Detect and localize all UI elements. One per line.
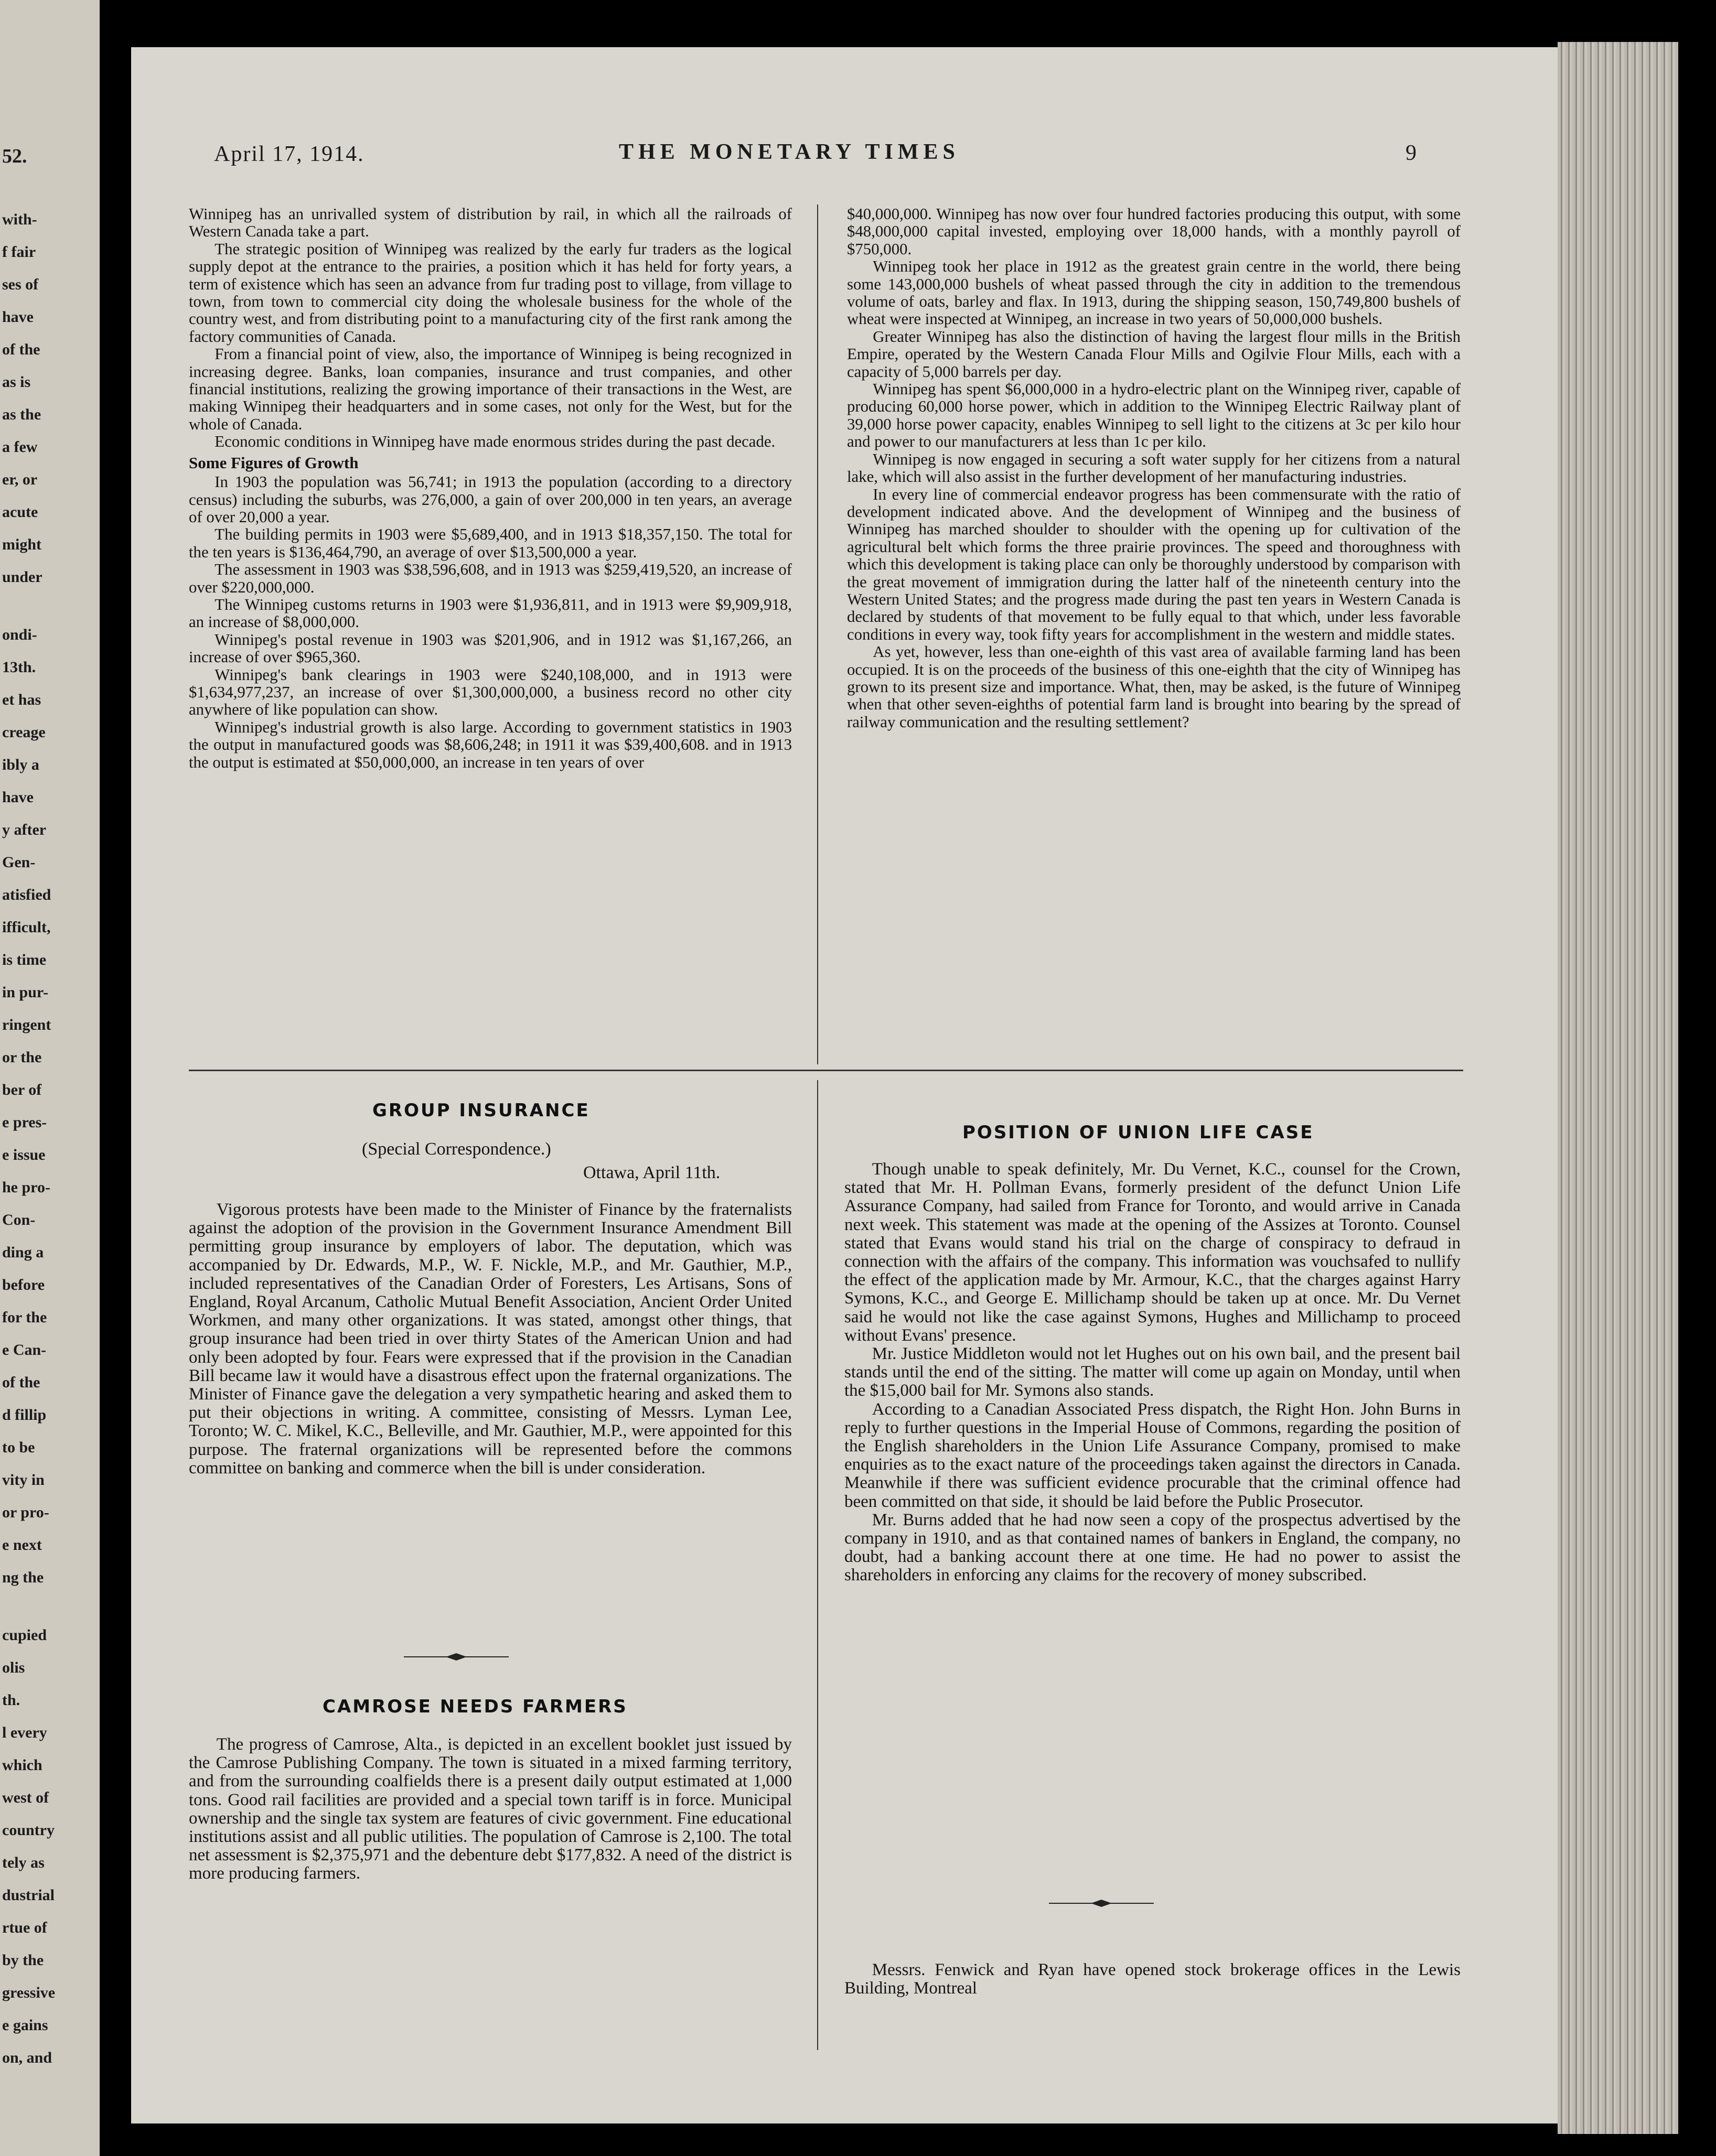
paragraph: The assessment in 1903 was $38,596,608, and in 1913 was $259,419,520, an increase of over $220,000,000. <box>189 560 792 596</box>
winnipeg-article-right <box>847 206 1461 731</box>
winnipeg-article-left <box>189 206 792 771</box>
previous-page-fragment: west of <box>2 1789 49 1806</box>
paragraph: Winnipeg's bank clearings in 1903 were $240,108,000, and in 1913 were $1,634,977,237, an increase of over $1,300,000,000, a business record no other city anywhere of like population can show. <box>189 665 792 719</box>
paragraph: Greater Winnipeg has also the distinction of having the largest flour mills in the British Empire, operated by the Western Canada Flour Mills and Ogilvie Flour Mills, each with a capacity of 5,000 barrels per day. <box>847 327 1461 381</box>
paragraph: Winnipeg has an unrivalled system of distribution by rail, in which all the railroads of Western Canada take a part. <box>189 205 792 241</box>
previous-page-fragment: dustrial <box>2 1886 55 1904</box>
ornament-divider <box>404 1652 509 1662</box>
paragraph: The strategic position of Winnipeg was realized by the early fur traders as the logical supply depot at the entrance to the prairies, a position which it has held for forty years, a term of existence which has seen an advance from fur trading post to village, from village to town, from town to commercial city doing the wholesale business for the whole of the country west, and from distributing point to a manufacturing city of the first rank among the factory communities of Canada. <box>189 240 792 346</box>
previous-page-fragment: rtue of <box>2 1919 47 1936</box>
previous-page-fragment: ses of <box>2 276 39 293</box>
previous-page-strip <box>0 0 102 2156</box>
previous-page-fragment: d fillip <box>2 1406 47 1424</box>
previous-page-fragment: on, and <box>2 2049 52 2066</box>
previous-page-fragment: atisfied <box>2 886 51 903</box>
paragraph: Messrs. Fenwick and Ryan have opened stock brokerage offices in the Lewis Building, Montreal <box>844 1960 1461 1998</box>
ornament-divider <box>1049 1898 1154 1909</box>
paragraph: As yet, however, less than one-eighth of this vast area of available farming land has been occupied. It is on the proceeds of the business of this one-eighth that the city of Winnipeg has grown to its present size and importance. What, then, may be asked, is the future of Winnipeg when that other seven-eighths of potential farm land is brought into bearing by the spread of railway communication and the resulting settlement? <box>847 643 1461 731</box>
subheading: Some Figures of Growth <box>189 453 359 472</box>
previous-page-fragment: have <box>2 308 34 326</box>
paragraph: Winnipeg's postal revenue in 1903 was $201,906, and in 1912 was $1,167,266, an increase of over $965,360. <box>189 630 792 666</box>
previous-page-fragment: Gen- <box>2 854 36 871</box>
previous-page-fragment: e gains <box>2 2017 48 2034</box>
previous-page-fragment: e issue <box>2 1146 46 1163</box>
previous-page-fragment: ber of <box>2 1081 42 1098</box>
paragraph: Mr. Burns added that he had now seen a copy of the prospectus advertised by the company in 1910, and as that contained names of bankers in England, the company, no doubt, had a banking account there at one time. He had no power to assist the shareholders in enforcing any claims for the recovery of money subscribed. <box>844 1510 1461 1585</box>
page-number: 9 <box>1406 141 1418 165</box>
previous-page-fragment: ringent <box>2 1016 51 1033</box>
previous-page-fragment: er, or <box>2 471 38 488</box>
previous-page-fragment: a few <box>2 438 38 456</box>
previous-page-fragment: in pur- <box>2 984 49 1001</box>
section-divider <box>189 1070 1463 1071</box>
paragraph: In every line of commercial endeavor progress has been commensurate with the ratio of development indicated above. And the development of Winnipeg and the business of Winnipeg has marched shoulder to shoulder with the opening up for cultivation of the agricultural belt which forms the three prairie provinces. The speed and thoroughness with which this development is taking place can only be thoroughly understood by comparison with the great movement of immigration during the latter half of the nineteenth century into the Western United States; and the progress made during the past ten years in Western Canada is declared by students of that movement to be fully equal to that which, under less favorable conditions in every way, took fifty years for accomplishment in the western and middle states. <box>847 485 1461 643</box>
previous-page-fragment: for the <box>2 1309 47 1326</box>
issue-date: April 17, 1914. <box>214 142 364 166</box>
previous-page-fragment: ondi- <box>2 626 37 643</box>
paragraph: Winnipeg's industrial growth is also large. According to government statistics in 1903 the output in manufactured goods was $8,606,248; in 1911 it was $39,400,608. and in 1913 the output is estimated at $50,000,000, an increase in ten years of over <box>189 718 792 771</box>
previous-page-fragment: as is <box>2 373 31 391</box>
previous-page-fragment: e Can- <box>2 1341 47 1359</box>
previous-page-fragment: before <box>2 1276 45 1293</box>
previous-page-fragment: have <box>2 789 34 806</box>
paragraph: Winnipeg took her place in 1912 as the greatest grain centre in the world, there being some 143,000,000 bushels of wheat passed through the city in addition to the tremendous volume of oats, barley and flax. In 1913, during the shipping season, 150,749,800 bushels of wheat were inspected at Winnipeg, an increase in two years of 50,000,000 bushels. <box>847 257 1461 328</box>
previous-page-fragment: 13th. <box>2 659 36 676</box>
previous-page-fragment: is time <box>2 951 47 968</box>
camrose-article <box>189 1735 792 1883</box>
previous-page-fragment: of the <box>2 341 40 358</box>
previous-page-fragment: ng the <box>2 1569 44 1586</box>
column-rule <box>817 204 818 1064</box>
paragraph: Though unable to speak definitely, Mr. Du Vernet, K.C., counsel for the Crown, stated that Mr. H. Pollman Evans, formerly president of the defunct Union Life Assurance Company, had sailed from France for Toronto, and would arrive in Canada next week. This statement was made at the opening of the Assizes at Toronto. Counsel stated that Evans would stand his trial on the charge of conspiracy to defraud in connection with the affairs of the company. This information was vouchsafed to nullify the effect of the application made by Mr. Armour, K.C., that the charges against Harry Symons, K.C., and George E. Millichamp should be taken up at once. Mr. Du Vernet said he would not like the case against Symons, Hughes and Millichamp to proceed without Evans' presence. <box>844 1160 1461 1345</box>
union-life-article <box>844 1160 1461 1585</box>
previous-page-fragment: gressive <box>2 1984 56 2001</box>
paragraph: Winnipeg is now engaged in securing a soft water supply for her citizens from a natural lake, which will also assist in the further development of her manufacturing industries. <box>847 450 1461 486</box>
group-insurance-article <box>189 1201 792 1478</box>
previous-page-fragment: with- <box>2 211 37 228</box>
previous-page-fragment: cupied <box>2 1626 47 1644</box>
group-insurance-title: GROUP INSURANCE <box>372 1100 590 1121</box>
previous-page-fragment: or pro- <box>2 1504 49 1521</box>
camrose-title: CAMROSE NEEDS FARMERS <box>323 1696 628 1717</box>
previous-page-fragment: Con- <box>2 1211 36 1228</box>
paragraph: Vigorous protests have been made to the Minister of Finance by the fraternalists against the adoption of the provision in the Government Insurance Amendment Bill permitting group insurance by employers of labor. The deputation, which was accompanied by Dr. Edwards, M.P., W. F. Nickle, M.P., and Mr. Gauthier, M.P., included representatives of the Canadian Order of Foresters, Les Artisans, Sons of England, Royal Arcanum, Catholic Mutual Benefit Association, Ancient Order United Workmen, and many other organizations. It was stated, amongst other things, that group insurance had been tried in over thirty States of the American Union and had only been adopted by four. Fears were expressed that if the provision in the Canadian Bill became law it would have a disastrous effect upon the fraternal organizations. The Minister of Finance gave the delegation a very sympathetic hearing and asked them to put their objections in writing. A committee, consisting of Messrs. Lyman Lee, Toronto; W. C. Mikel, K.C., Belleville, and Mr. Gauthier, M.P., were appointed for this purpose. The fraternal organizations will be represented before the commons committee on banking and commerce when the bill is under consideration. <box>189 1200 792 1478</box>
paragraph: The building permits in 1903 were $5,689,400, and in 1913 $18,357,150. The total for the ten years is $136,464,790, an average of over $13,500,000 a year. <box>189 525 792 561</box>
group-insurance-byline: (Special Correspondence.) <box>362 1139 551 1159</box>
previous-page-fragment: might <box>2 536 41 553</box>
previous-page-fragment: he pro- <box>2 1179 50 1196</box>
page-stack-edge <box>1558 42 1678 2134</box>
previous-page-fragment: vity in <box>2 1471 45 1489</box>
previous-page-fragment: et has <box>2 691 41 708</box>
scan-border <box>1678 0 1716 2156</box>
previous-page-fragment: f fair <box>2 243 36 261</box>
previous-page-fragment: which <box>2 1756 42 1774</box>
paragraph: Economic conditions in Winnipeg have made enormous strides during the past decade. <box>214 433 776 451</box>
paragraph: In 1903 the population was 56,741; in 1913 the population (according to a directory census) including the suburbs, was 276,000, a gain of over 200,000 in ten years, an average of over 20,000 a year. <box>189 473 792 526</box>
previous-page-fragment: creage <box>2 724 46 741</box>
previous-page-fragment: tely as <box>2 1854 45 1871</box>
previous-page-fragment: th. <box>2 1691 20 1709</box>
paragraph: The progress of Camrose, Alta., is depicted in an excellent booklet just issued by the Camrose Publishing Company. The town is situated in a mixed farming territory, and from the surrounding coalfields there is a present daily output estimated at 1,000 tons. Good rail facilities are provided and a special town tariff is in force. Municipal ownership and the single tax system are features of civic government. Fine educational institutions assist and all public utilities. The population of Camrose is 2,100. The total net assessment is $2,375,971 and the debenture debt $177,832. A need of the district is more producing farmers. <box>189 1735 792 1883</box>
previous-page-fragment: ding a <box>2 1244 44 1261</box>
previous-page-fragment: under <box>2 568 42 586</box>
paragraph: Winnipeg has spent $6,000,000 in a hydro-electric plant on the Winnipeg river, capable of producing 60,000 horse power, which in addition to the Winnipeg Electric Railway plant of 39,000 horse power capacity, enables Winnipeg to sell light to the citizens at 3c per kilo hour and power to our manufacturers at less than 1c per kilo. <box>847 380 1461 451</box>
previous-page-fragment: y after <box>2 821 47 838</box>
union-life-title: POSITION OF UNION LIFE CASE <box>962 1122 1314 1143</box>
paragraph: $40,000,000. Winnipeg has now over four hundred factories producing this output, with some $48,000,000 capital invested, employing over 18,000 hands, with a monthly payroll of $750,000. <box>847 205 1461 258</box>
previous-page-number: 52. <box>2 145 27 167</box>
gutter-shadow <box>100 0 131 2156</box>
previous-page-fragment: by the <box>2 1952 44 1969</box>
previous-page-fragment: or the <box>2 1049 42 1066</box>
fenwick-notice <box>844 1961 1461 1998</box>
previous-page-fragment: to be <box>2 1439 35 1456</box>
previous-page-fragment: acute <box>2 503 38 521</box>
previous-page-fragment: ibly a <box>2 756 39 773</box>
previous-page-fragment: as the <box>2 406 41 423</box>
paragraph: According to a Canadian Associated Press dispatch, the Right Hon. John Burns in reply to further questions in the Imperial House of Commons, regarding the position of the English shareholders in the Union Life Assurance Company, promised to make enquiries as to the exact nature of the proceedings taken against the directors in Canada. Meanwhile if there was sufficient evidence procurable that the criminal offence had been committed on that side, it should be laid before the Public Prosecutor. <box>844 1399 1461 1511</box>
previous-page-fragment: l every <box>2 1724 47 1741</box>
paragraph: Mr. Justice Middleton would not let Hughes out on his own bail, and the present bail stands until the end of the sitting. The matter will come up again on Monday, until when the $15,000 bail for Mr. Symons also stands. <box>844 1344 1461 1400</box>
group-insurance-dateline: Ottawa, April 11th. <box>583 1163 721 1182</box>
previous-page-fragment: e next <box>2 1536 42 1554</box>
previous-page-fragment: country <box>2 1821 55 1839</box>
paragraph: The Winnipeg customs returns in 1903 were $1,936,811, and in 1913 were $9,909,918, an increase of $8,000,000. <box>189 595 792 631</box>
previous-page-fragment: ifficult, <box>2 919 51 936</box>
previous-page-fragment: olis <box>2 1659 25 1676</box>
publication-title: THE MONETARY TIMES <box>619 140 960 164</box>
paragraph: From a financial point of view, also, the importance of Winnipeg is being recognized in increasing degree. Banks, loan companies, insurance and trust companies, and other financial institutions, realizing the growing importance of their transactions in the West, are making Winnipeg their headquarters and in some cases, not only for the West, but for the whole of Canada. <box>189 345 792 433</box>
previous-page-fragment: of the <box>2 1374 40 1391</box>
column-rule <box>817 1080 818 2050</box>
newspaper-page <box>131 47 1558 2123</box>
previous-page-fragment: e pres- <box>2 1114 47 1131</box>
